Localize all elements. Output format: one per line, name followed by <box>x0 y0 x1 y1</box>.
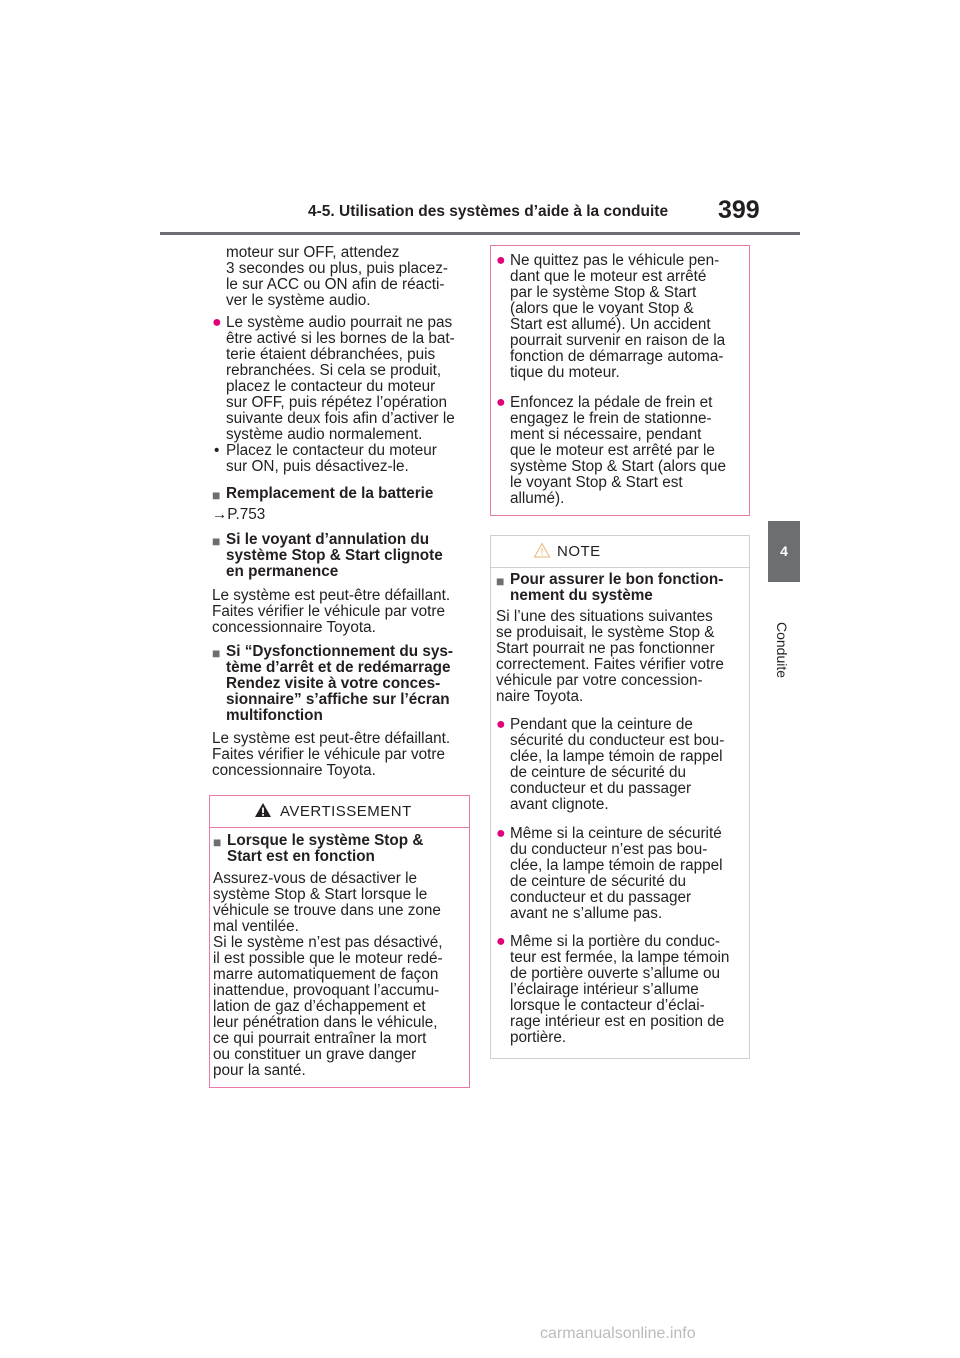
text-line: Même si la portière du conduc- <box>510 933 721 950</box>
continued-text <box>212 245 474 309</box>
text-line: ou constituer un grave danger <box>213 1046 417 1063</box>
text-line: du conducteur n’est pas bou- <box>510 841 708 858</box>
paragraph-defect-2 <box>212 731 474 779</box>
text-line: Ne quittez pas le véhicule pen- <box>510 252 720 269</box>
text-line: lorsque le contacteur d’éclai- <box>510 997 705 1014</box>
text-line: (alors que le voyant Stop & <box>510 300 694 317</box>
text-line: concessionnaire Toyota. <box>212 619 376 636</box>
bullet-icon: ● <box>496 394 506 411</box>
text-line: de portière ouverte s’allume ou <box>510 965 721 982</box>
text-line: Lorsque le système Stop & <box>227 832 424 849</box>
text-line: que le moteur est arrêté par le <box>510 442 715 459</box>
note-title: NOTE <box>557 543 601 560</box>
text-line: moteur sur OFF, attendez <box>226 244 400 261</box>
note-box <box>490 535 750 1059</box>
text-line: sionnaire” s’affiche sur l’écran <box>226 691 450 708</box>
bullet-icon: ● <box>496 933 506 950</box>
text-line: 3 secondes ou plus, puis placez- <box>226 260 448 277</box>
text-line: rage intérieur est en position de <box>510 1013 725 1030</box>
text-line: rebranchées. Si cela se produit, <box>226 362 442 379</box>
warning-continued-box <box>490 245 750 516</box>
heading-battery: ■ Remplacement de la batterie <box>212 485 434 503</box>
chapter-tab: 4 <box>768 521 800 582</box>
text-line: Le système audio pourrait ne pas <box>226 314 453 331</box>
audio-bullet <box>212 315 474 475</box>
text-line: suivante deux fois afin d’activer le <box>226 410 455 427</box>
text-line: le sur ACC ou ON afin de réacti- <box>226 276 445 293</box>
text-line: Si l’une des situations suivantes <box>496 608 713 625</box>
section-title: 4-5. Utilisation des systèmes d’aide à la conduite <box>308 203 669 220</box>
text-line: sur ON, puis désactivez-le. <box>226 458 409 475</box>
text-line: fonction de démarrage automa- <box>510 348 724 365</box>
square-icon: ■ <box>212 487 221 503</box>
text-line: l’éclairage intérieur s’allume <box>510 981 699 998</box>
warning-bullet-1 <box>496 253 744 381</box>
text-line: conducteur et du passager <box>510 780 692 797</box>
text-line: inattendue, provoquant l’accumu- <box>213 982 440 999</box>
text-line: Enfoncez la pédale de frein et <box>510 394 713 411</box>
text-line: Start est en fonction <box>227 848 375 865</box>
text-line: lation de gaz d’échappement et <box>213 998 426 1015</box>
square-icon: ■ <box>212 533 221 549</box>
text-line: Si le voyant d’annulation du <box>226 531 430 548</box>
text-line: tème d’arrêt et de redémarrage <box>226 659 451 676</box>
note-heading <box>496 572 744 604</box>
header-rule <box>160 232 800 235</box>
note-bullet-2 <box>496 826 744 922</box>
paragraph-defect-1 <box>212 588 474 636</box>
bullet-icon: ● <box>496 252 506 269</box>
text-line: terie étaient débranchées, puis <box>226 346 436 363</box>
text-line: Placez le contacteur du moteur <box>226 442 437 459</box>
bullet-icon: ● <box>496 825 506 842</box>
note-bullet-1 <box>496 717 744 813</box>
text-line: ce qui pourrait entraîner la mort <box>213 1030 427 1047</box>
note-box-header <box>491 536 749 568</box>
text-line: engagez le frein de stationne- <box>510 410 712 427</box>
text-line: allumé). <box>510 490 565 507</box>
text-line: véhicule par votre concession- <box>496 672 703 689</box>
text-line: clée, la lampe témoin de rappel <box>510 857 723 874</box>
text-line: Même si la ceinture de sécurité <box>510 825 722 842</box>
warning-triangle-icon <box>254 802 272 818</box>
text-line: concessionnaire Toyota. <box>212 762 376 779</box>
note-bullet-3 <box>496 934 744 1046</box>
text-line: teur est fermée, la lampe témoin <box>510 949 730 966</box>
text-line: de ceinture de sécurité du <box>510 873 687 890</box>
text-line: système audio normalement. <box>226 426 423 443</box>
page-reference: →P.753 <box>212 506 266 523</box>
heading-malfunction-message <box>212 644 474 724</box>
square-icon: ■ <box>212 645 221 661</box>
text-line: Faites vérifier le véhicule par votre <box>212 746 445 763</box>
chapter-label: Conduite <box>774 622 790 679</box>
text-line: véhicule se trouve dans une zone <box>213 902 441 919</box>
text-line: mal ventilée. <box>213 918 299 935</box>
text-line: Le système est peut-être défaillant. <box>212 730 451 747</box>
warning-heading <box>213 833 465 865</box>
page-number: 399 <box>718 196 760 224</box>
bullet-icon: ● <box>496 716 506 733</box>
text-line: sur OFF, puis répétez l’opération <box>226 394 448 411</box>
text-line: Faites vérifier le véhicule par votre <box>212 603 445 620</box>
warning-paragraph <box>213 871 465 1079</box>
warning-title: AVERTISSEMENT <box>280 803 412 820</box>
text-line: Start pourrait ne pas fonctionner <box>496 640 715 657</box>
text-line: avant clignote. <box>510 796 609 813</box>
text-line: correctement. Faites vérifier votre <box>496 656 724 673</box>
text-line: nement du système <box>510 587 653 604</box>
text-line: pour la santé. <box>213 1062 306 1079</box>
heading-stop-start-blink <box>212 532 474 580</box>
text-line: placez le contacteur du moteur <box>226 378 436 395</box>
text-line: Si le système n’est pas désactivé, <box>213 934 443 951</box>
text-line: par le système Stop & Start <box>510 284 697 301</box>
square-icon: ■ <box>213 834 222 850</box>
caution-triangle-icon <box>533 542 551 558</box>
text-line: système Stop & Start clignote <box>226 547 443 564</box>
text-line: Rendez visite à votre conces- <box>226 675 441 692</box>
text-line: clée, la lampe témoin de rappel <box>510 748 723 765</box>
text-line: portière. <box>510 1029 567 1046</box>
warning-box <box>209 795 470 1088</box>
note-paragraph <box>496 609 744 705</box>
text-line: système Stop & Start (alors que <box>510 458 726 475</box>
text-line: le voyant Stop & Start est <box>510 474 683 491</box>
text-line: Pendant que la ceinture de <box>510 716 693 733</box>
text-line: sécurité du conducteur est bou- <box>510 732 725 749</box>
text-line: pourrait survenir en raison de la <box>510 332 726 349</box>
text-line: multifonction <box>226 707 323 724</box>
text-line: avant ne s’allume pas. <box>510 905 663 922</box>
text-line: il est possible que le moteur redé- <box>213 950 443 967</box>
text-line: Start est allumé). Un accident <box>510 316 711 333</box>
text-line: de ceinture de sécurité du <box>510 764 687 781</box>
text-line: Assurez-vous de désactiver le <box>213 870 418 887</box>
text-line: dant que le moteur est arrêté <box>510 268 707 285</box>
text-line: Si “Dysfonctionnement du sys- <box>226 643 453 660</box>
watermark: carmanualsonline.info <box>540 1325 696 1342</box>
text-line: tique du moteur. <box>510 364 620 381</box>
text-line: marre automatiquement de façon <box>213 966 439 983</box>
text-line: Le système est peut-être défaillant. <box>212 587 451 604</box>
warning-bullet-2 <box>496 395 744 507</box>
text-line: ver le système audio. <box>226 292 371 309</box>
text-line: en permanence <box>226 563 339 580</box>
square-icon: ■ <box>496 573 505 589</box>
text-line: naire Toyota. <box>496 688 584 705</box>
bullet-icon: ● <box>212 314 222 331</box>
text-line: Pour assurer le bon fonction- <box>510 571 724 588</box>
text-line: se produisait, le système Stop & <box>496 624 715 641</box>
text-line: conducteur et du passager <box>510 889 692 906</box>
text-line: système Stop & Start lorsque le <box>213 886 428 903</box>
text-line: ment si nécessaire, pendant <box>510 426 702 443</box>
text-line: leur pénétration dans le véhicule, <box>213 1014 438 1031</box>
sub-item: • Placez le contacteur du moteur sur ON, puis désactivez-le. <box>212 443 474 475</box>
text-line: être activé si les bornes de la bat- <box>226 330 455 347</box>
